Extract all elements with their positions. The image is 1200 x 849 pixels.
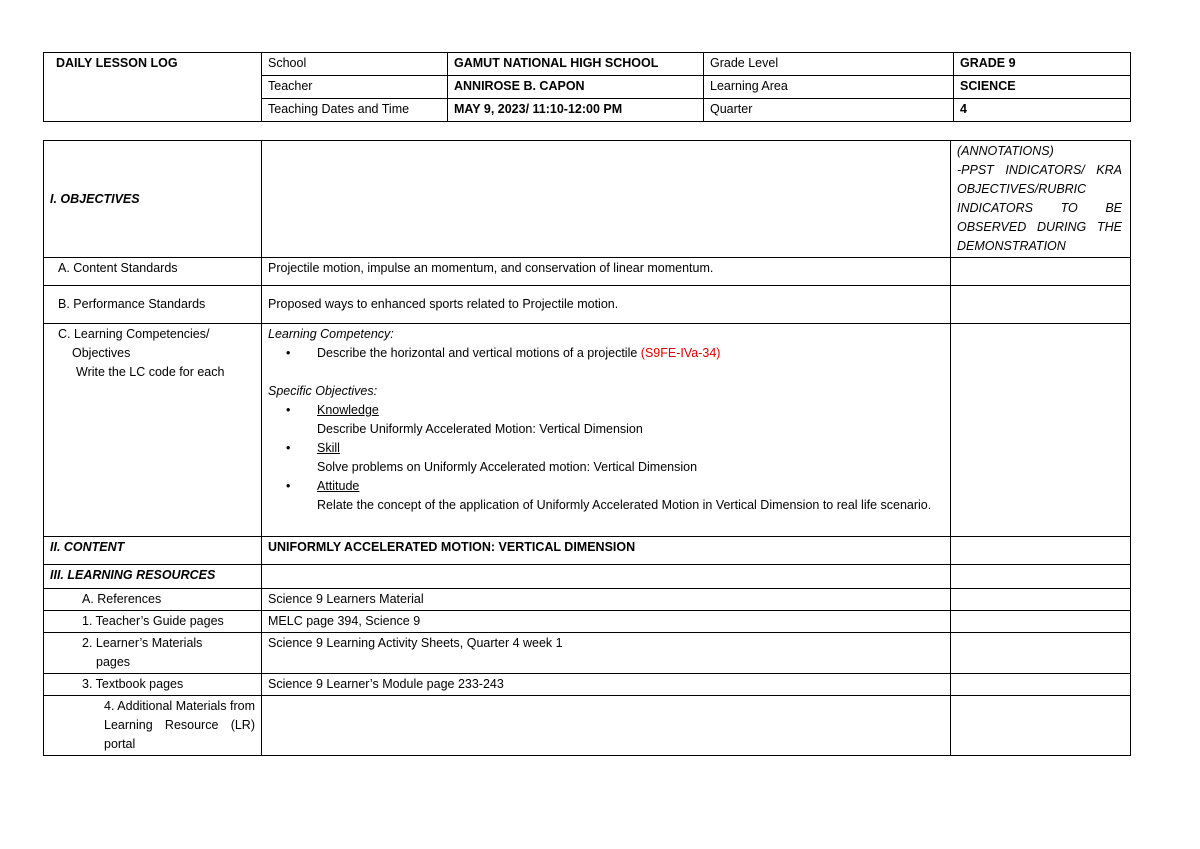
competencies-body [262, 324, 951, 537]
quarter-label: Quarter [704, 99, 954, 122]
competencies-note: Write the LC code for each [76, 365, 225, 379]
tg-value: MELC page 394, Science 9 [262, 611, 951, 633]
area-value: SCIENCE [954, 76, 1131, 99]
am-annotation [951, 696, 1131, 756]
tg-annotation [951, 611, 1131, 633]
skill-text: Solve problems on Uniformly Accelerated motion: Vertical Dimension [317, 460, 698, 474]
dates-label: Teaching Dates and Time [262, 99, 448, 122]
annotations-title: (ANNOTATIONS) [957, 144, 1054, 158]
tb-annotation [951, 674, 1131, 696]
tb-label: 3. Textbook pages [44, 674, 262, 696]
knowledge-label: Knowledge [317, 403, 379, 417]
resources-heading: III. LEARNING RESOURCES [44, 565, 262, 589]
bullet-icon: • [286, 441, 291, 455]
lm-annotation [951, 633, 1131, 674]
lc-text-wrap [317, 344, 720, 363]
am-label: 4. Additional Materials from Learning Resource (LR) portal [44, 696, 262, 756]
dates-value: MAY 9, 2023/ 11:10-12:00 PM [448, 99, 704, 122]
header-table [43, 52, 1131, 122]
school-label: School [262, 53, 448, 76]
area-label: Learning Area [704, 76, 954, 99]
references-annotation [951, 589, 1131, 611]
attitude-item [268, 477, 944, 496]
specific-heading: Specific Objectives: [268, 384, 378, 398]
objectives-body [262, 141, 951, 258]
school-value: GAMUT NATIONAL HIGH SCHOOL [448, 53, 704, 76]
grade-label: Grade Level [704, 53, 954, 76]
bullet-icon: • [286, 479, 291, 493]
lc-heading: Learning Competency: [268, 327, 394, 341]
content-annotation [951, 537, 1131, 565]
competencies-sublabel: Objectives [72, 346, 131, 360]
content-value: UNIFORMLY ACCELERATED MOTION: VERTICAL DIMENSION [262, 537, 951, 565]
am-value [262, 696, 951, 756]
attitude-label: Attitude [317, 479, 360, 493]
skill-label: Skill [317, 441, 340, 455]
lesson-table [43, 140, 1131, 756]
tb-value: Science 9 Learner’s Module page 233-243 [262, 674, 951, 696]
attitude-text: Relate the concept of the application of Uniformly Accelerated Motion in Vertical Dimension to real life scenario. [317, 498, 932, 512]
lm-label: 2. Learner’s Materials [82, 636, 203, 650]
competencies-label-cell [44, 324, 262, 537]
content-standards-label: A. Content Standards [44, 258, 262, 286]
lm-sublabel: pages [96, 655, 131, 669]
teacher-value: ANNIROSE B. CAPON [448, 76, 704, 99]
lm-label-cell [44, 633, 262, 674]
lc-code: (S9FE-IVa-34) [640, 346, 721, 360]
annotations-text: -PPST INDICATORS/ KRA OBJECTIVES/RUBRIC INDICATORS TO BE OBSERVED DURING THE DEMONSTRATION [957, 163, 1122, 253]
annotations-cell [951, 141, 1131, 258]
log-title: DAILY LESSON LOG [44, 53, 262, 122]
knowledge-text: Describe Uniformly Accelerated Motion: Vertical Dimension [317, 422, 643, 436]
bullet-icon: • [286, 403, 291, 417]
performance-standards-value: Proposed ways to enhanced sports related to Projectile motion. [262, 286, 951, 324]
resources-body [262, 565, 951, 589]
content-standards-value: Projectile motion, impulse an momentum, and conservation of linear momentum. [262, 258, 951, 286]
skill-item [268, 439, 944, 458]
content-standards-annotation [951, 258, 1131, 286]
knowledge-item [268, 401, 944, 420]
lm-value: Science 9 Learning Activity Sheets, Quarter 4 week 1 [262, 633, 951, 674]
lc-item [268, 344, 944, 363]
tg-label: 1. Teacher’s Guide pages [44, 611, 262, 633]
performance-standards-label: B. Performance Standards [44, 286, 262, 324]
references-label: A. References [44, 589, 262, 611]
quarter-value: 4 [954, 99, 1131, 122]
bullet-icon: • [286, 346, 291, 360]
grade-value: GRADE 9 [954, 53, 1131, 76]
teacher-label: Teacher [262, 76, 448, 99]
resources-annotation [951, 565, 1131, 589]
content-heading: II. CONTENT [44, 537, 262, 565]
competencies-annotation [951, 324, 1131, 537]
competencies-label: C. Learning Competencies/ [58, 327, 210, 341]
lc-text: Describe the horizontal and vertical motions of a projectile [317, 346, 641, 360]
performance-standards-annotation [951, 286, 1131, 324]
references-value: Science 9 Learners Material [262, 589, 951, 611]
objectives-heading: I. OBJECTIVES [44, 141, 262, 258]
